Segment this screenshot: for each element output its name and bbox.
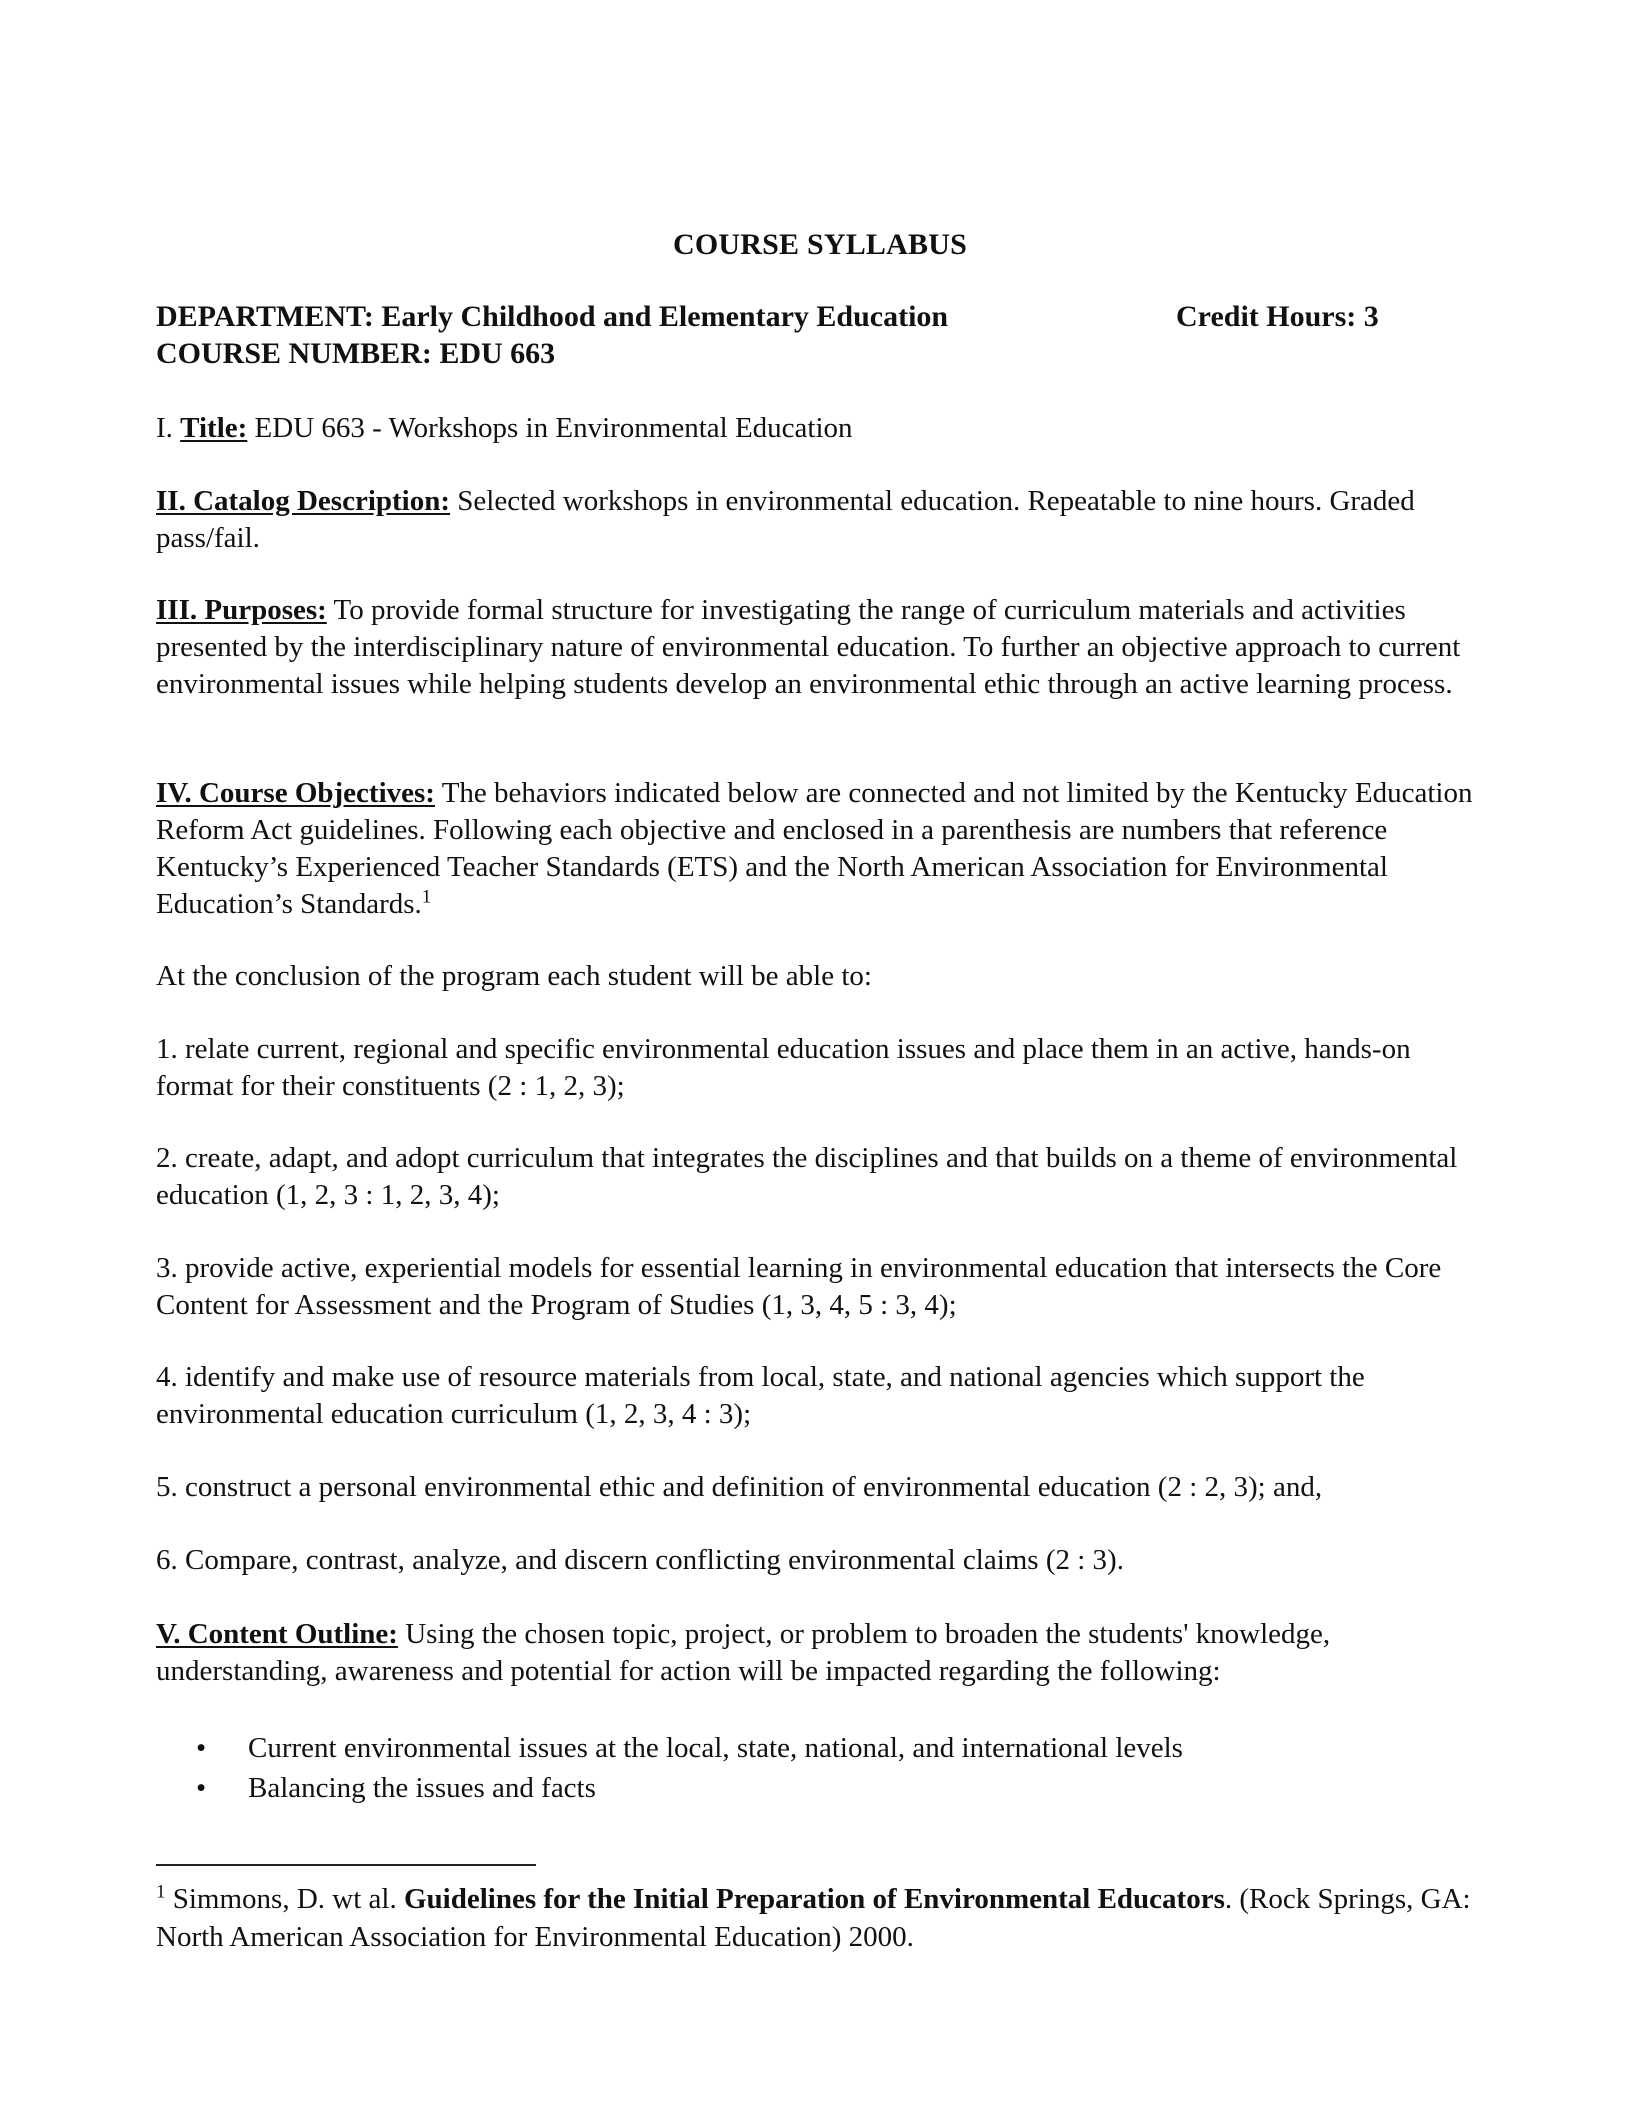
footnote-book-title: Guidelines for the Initial Preparation of Environmental Educators	[403, 1883, 1225, 1915]
objective-item: 5. construct a personal environmental ethic and definition of environmental education (2 : 2, 3); and,	[156, 1471, 1323, 1503]
section-title	[156, 410, 1476, 447]
purposes-text: To provide formal structure for investigating the range of curriculum materials and activities presented by the interdisciplinary nature of environmental education. To further an objective approach to current environmental issues while helping students develop an environmental ethic through an active learning process.	[156, 594, 1461, 700]
course-number: COURSE NUMBER: EDU 663	[156, 337, 556, 370]
section-catalog-description	[156, 483, 1476, 557]
list-item: • Balancing the issues and facts	[196, 1768, 1183, 1808]
objective-item: 1. relate current, regional and specific environmental education issues and place them in an active, hands-on format for their constituents (2 : 1, 2, 3);	[156, 1033, 1411, 1102]
footnote: $^1$ Simmons, D. wt al. Guidelines for the Initial Preparation of Environmental Educators. (Rock Springs, GA: North American Association for Environmental Education) 2000.	[156, 1881, 1471, 1953]
objective-item: 4. identify and make use of resource materials from local, state, and national agencies which support the environmental education curriculum (1, 2, 3, 4 : 3);	[156, 1361, 1365, 1430]
footnote-number: 1	[156, 1881, 166, 1903]
purposes-label: III. Purposes:	[156, 594, 327, 626]
section-title-label: Title:	[180, 412, 248, 444]
objective-item: 6. Compare, contrast, analyze, and discern conflicting environmental claims (2 : 3).	[156, 1544, 1124, 1576]
bullet-icon: •	[196, 1732, 207, 1764]
footnote-divider	[156, 1864, 536, 1866]
credit-hours: Credit Hours: 3	[1176, 300, 1379, 333]
section-title-prefix: I.	[156, 412, 181, 444]
content-outline-bullets	[196, 1728, 1183, 1808]
objectives-text: The behaviors indicated below are connected and not limited by the Kentucky Education Reform Act guidelines. Following each objective and enclosed in a parenthesis are numbers that reference Kentucky’s Experienced Teacher Standards (ETS) and the North American Association for Environmental Education’s Standards.	[156, 777, 1473, 920]
section-content-outline	[156, 1616, 1476, 1690]
bullet-icon: •	[196, 1772, 207, 1804]
section-title-text: EDU 663 - Workshops in Environmental Education	[247, 412, 853, 444]
section-purposes	[156, 592, 1476, 703]
objective-item: 3. provide active, experiential models for essential learning in environmental education that intersects the Core Content for Assessment and the Program of Studies (1, 3, 4, 5 : 3, 4);	[156, 1252, 1442, 1321]
objectives-intro: At the conclusion of the program each student will be able to:	[156, 960, 872, 992]
list-item: • Current environmental issues at the local, state, national, and international levels	[196, 1728, 1183, 1768]
department-line: DEPARTMENT: Early Childhood and Elementary Education	[156, 300, 949, 333]
content-outline-label: V. Content Outline:	[156, 1618, 398, 1650]
objective-item: 2. create, adapt, and adopt curriculum that integrates the disciplines and that builds on a theme of environmental education (1, 2, 3 : 1, 2, 3, 4);	[156, 1142, 1458, 1211]
page-title: COURSE SYLLABUS	[673, 228, 967, 261]
section-course-objectives	[156, 775, 1476, 923]
objectives-label: IV. Course Objectives:	[156, 777, 435, 809]
catalog-text: Selected workshops in environmental education. Repeatable to nine hours. Graded pass/fail.	[156, 485, 1415, 554]
content-outline-text: Using the chosen topic, project, or problem to broaden the students' knowledge, understanding, awareness and potential for action will be impacted regarding the following:	[156, 1618, 1331, 1687]
footnote-reference: 1	[421, 886, 432, 908]
catalog-label: II. Catalog Description:	[156, 485, 451, 517]
